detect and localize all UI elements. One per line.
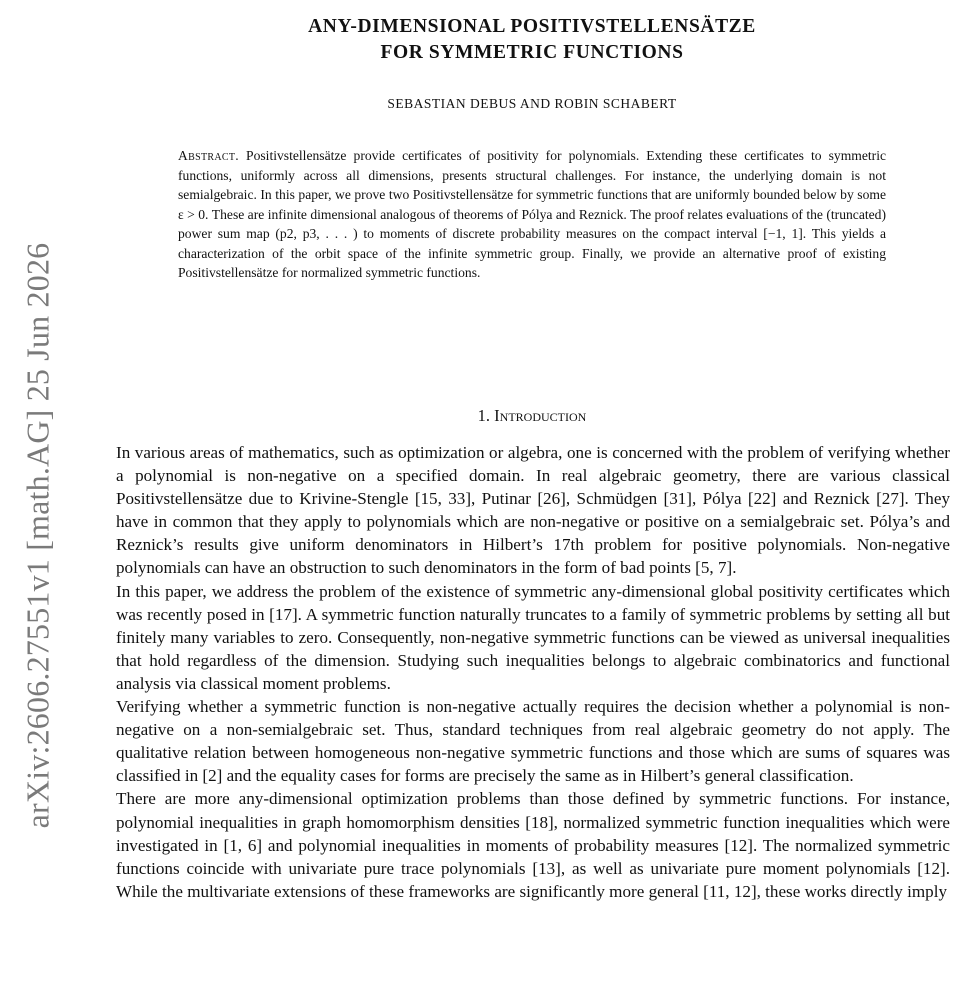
section-heading <box>150 406 914 426</box>
body-paragraph: Verifying whether a symmetric function is non-negative actually requires the decision whether a polynomial is non-negative on a non-semialgebraic set. Thus, standard techniques from real algebraic geometry do not apply. The qualitative relation between homogeneous non-negative symmetric functions and those which are sums of squares was classified in [2] and the equality cases for forms are precisely the same as in Hilbert’s general classification. <box>116 697 950 786</box>
body-paragraph: In various areas of mathematics, such as optimization or algebra, one is concerned with the problem of verifying whether a polynomial is non-negative on a specified domain. In real algebraic geometry, there are various classical Positivstellensätze due to Krivine-Stengle [15, 33], Putinar [26], Schmüdgen [31], Pólya [22] and Reznick [27]. They have in common that they apply to polynomials which are non-negative or positive on a semialgebraic set. Pólya’s and Reznick’s results give uniform denominators in Hilbert’s 17th problem for positive polynomials. Non-negative polynomials can have an obstruction to such denominators in the form of bad points [5, 7]. <box>116 443 950 578</box>
paper-title-line-1: ANY-DIMENSIONAL POSITIVSTELLENSÄTZE <box>308 16 756 37</box>
introduction-body <box>116 441 950 903</box>
abstract-label: Abstract. <box>178 148 239 163</box>
abstract-block <box>178 146 886 283</box>
section-title: Introduction <box>494 406 587 425</box>
paper-title <box>150 14 914 66</box>
body-paragraph: There are more any-dimensional optimization problems than those defined by symmetric functions. For instance, polynomial inequalities in graph homomorphism densities [18], normalized symmetric function inequalities which were investigated in [1, 6] and polynomial inequalities in moments of probability measures [12]. The normalized symmetric functions coincide with univariate pure trace polynomials [13], as well as univariate pure moment polynomials [12]. While the multivariate extensions of these frameworks are significantly more general [11, 12], these works directly imply <box>116 789 950 901</box>
body-paragraph: In this paper, we address the problem of the existence of symmetric any-dimensional global positivity certificates which was recently posed in [17]. A symmetric function naturally truncates to a family of symmetric problems by setting all but finitely many variables to zero. Consequently, non-negative symmetric functions can be viewed as universal inequalities that hold regardless of the dimension. Studying such inequalities belongs to algebraic combinatorics and functional analysis via classical moment problems. <box>116 581 950 693</box>
paper-authors: SEBASTIAN DEBUS AND ROBIN SCHABERT <box>387 96 677 111</box>
arxiv-identifier-stamp <box>8 200 68 870</box>
arxiv-identifier-text: arXiv:2606.27551v1 [math.AG] 25 Jun 2026 <box>19 242 56 828</box>
paper-title-line-2: FOR SYMMETRIC FUNCTIONS <box>380 42 684 63</box>
section-number: 1. <box>477 406 491 425</box>
abstract-text: Positivstellensätze provide certificates of positivity for polynomials. Extending these certificates to symmetric functions, uniformly across all dimensions, presents structural challenges. For instance, the underlying domain is not semialgebraic. In this paper, we prove two Positivstellensätze for symmetric functions that are uniformly bounded below by some ε > 0. These are infinite dimensional analogous of theorems of Pólya and Reznick. The proof relates evaluations of the (truncated) power sum map (p2, p3, . . . ) to moments of discrete probability measures on the compact interval [−1, 1]. This yields a characterization of the orbit space of the infinite symmetric group. Finally, we provide an alternative proof of existing Positivstellensätze for normalized symmetric functions. <box>178 148 887 280</box>
